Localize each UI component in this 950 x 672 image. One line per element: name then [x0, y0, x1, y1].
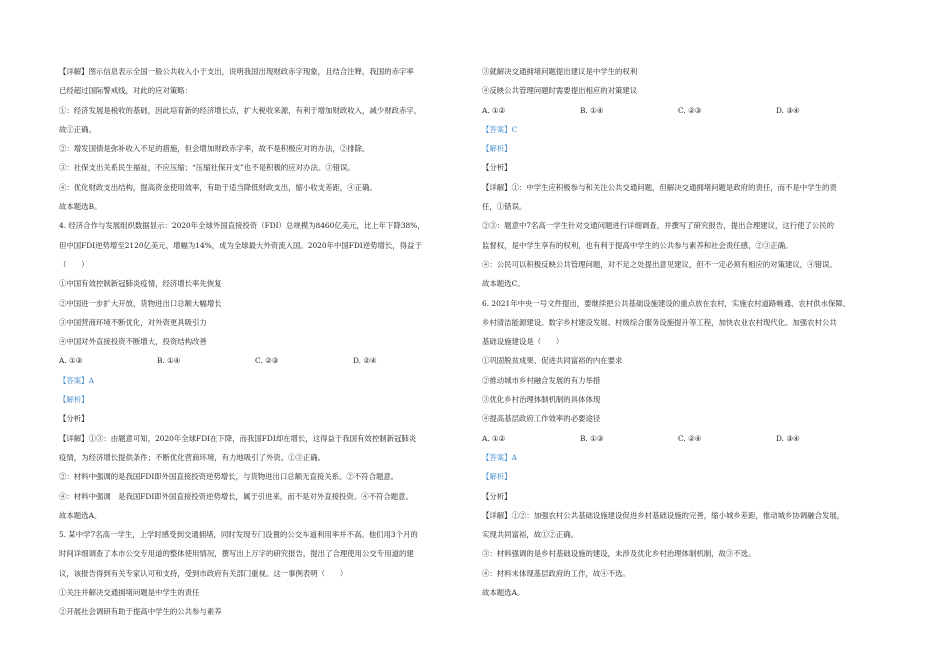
text-line: ④：材料中强调 是我国FDI即外国直接投资逆势增长，属于引进来，而不是对外直接投资。④不符合题意。 — [59, 491, 413, 501]
answer-option: C. ②③ — [678, 105, 702, 115]
text-line: ④提高基层政府工作效率的必要途径 — [482, 414, 601, 424]
answer-option: C. ②④ — [678, 433, 702, 443]
answer-option: B. ①④ — [157, 356, 181, 366]
text-line: 已经超过国际警戒线，对此的应对策略： — [59, 86, 193, 96]
text-line: ④：优化财政支出结构，提高资金使用效率，有助于适当降低财政支出，缩小收支差距，④正确。 — [59, 182, 377, 192]
text-line: 但中国FDI逆势增至2120亿美元，增幅为14%，成为全球最大外资流入国。2020年中国FDI逆势增长，得益于 — [59, 240, 422, 250]
text-line: ②：材料中强调的是我国FDI即外国直接投资逆势增长，与货物进出口总额无直接关系。②不符合题意。 — [59, 472, 399, 482]
text-line: 实现共同富裕，故①②正确。 — [482, 530, 579, 540]
text-line: （ ） — [59, 259, 89, 269]
text-line: ③就解决交通拥堵问题提出建议是中学生的权利 — [482, 67, 638, 76]
text-line: ①：经济发展是税收的基础，因此培育新的经济增长点，扩大税收来源，有利于增加财政收入，减少财政赤字， — [59, 105, 422, 115]
text-line: 故①正确。 — [59, 124, 96, 134]
answer-label: 【解析】 — [482, 144, 512, 154]
text-line: ④：材料未体现基层政府的工作，故④不选。 — [482, 568, 630, 578]
answer-options — [59, 351, 477, 370]
answer-label: 【答案】A — [482, 452, 517, 462]
text-line: 乡村清洁能源建设。数字乡村建设发展、村级综合服务设施提升等工程，加快农业农村现代化。加强农村公共 — [482, 317, 837, 327]
text-line: ③：社保支出关系民生福祉，不应压缩；“压缩社保开支”也不是积极的应对办法。③错误。 — [59, 163, 355, 173]
answer-option: A. ①③ — [59, 356, 83, 366]
text-line: 故本题选C。 — [482, 279, 525, 289]
text-line: ①巩固脱贫成果、促进共同富裕的内在要求 — [482, 356, 623, 366]
text-line: 【分析】 — [482, 163, 512, 173]
text-line: 任，①错误。 — [482, 202, 527, 212]
answer-options — [482, 101, 902, 120]
answer-option: D. ③④ — [776, 105, 800, 115]
text-line: ②中国进一步扩大开放，货物进出口总额大幅增长 — [59, 298, 222, 308]
answer-options — [482, 429, 902, 448]
text-line: ①中国有效控制新冠肺炎疫情，经济增长率先恢复 — [59, 279, 222, 289]
text-line: 基础设施建设是（ ） — [482, 337, 564, 347]
answer-option: B. ①③ — [580, 433, 604, 443]
text-line: ③优化乡村治理体制机制的具体体现 — [482, 395, 601, 405]
answer-option: A. ①② — [482, 105, 506, 115]
text-line: 【详解】①②：加强农村公共基础设施建设促进乡村基础设施的完善，缩小城乡差距，推动城乡协调融合发展， — [482, 510, 845, 520]
answer-label: 【答案】C — [482, 124, 518, 134]
text-line: 故本题选B。 — [59, 202, 102, 212]
text-line: 【详解】①：中学生应积极参与和关注公共交通问题，但解决交通拥堵问题是政府的责任，而不是中学生的责 — [482, 182, 837, 192]
answer-option: C. ②③ — [255, 356, 279, 366]
text-line: 6. 2021年中央一号文件提出，要继续把公共基础设施建设的重点放在农村，实施农村道路畅通、农村供水保障、 — [482, 298, 851, 308]
text-line: 【详解】①③：由题意可知，2020年全球FDI在下降，而我国FDI却在增长，这得益于我国有效控制新冠肺炎 — [59, 433, 417, 443]
text-line: 议，该报告得到有关专家认可和支持，受到市政府有关部门重视。这一事例表明（ ） — [59, 568, 348, 578]
text-line: 时间详细调查了本市公交专用道的整体使用情况，撰写出上万字的研究报告，提出了合理使用公交专用道的建 — [59, 549, 414, 559]
text-line: 5. 某中学7名高一学生，上学时感受到交通拥堵，同时发现专门设置的公交车道利用率并不高。他们用3个月的 — [59, 530, 418, 540]
text-line: 【详解】图示信息表示全国一般公共收入小于支出，说明我国出现财政赤字现象，且结合注释，我国的赤字率 — [59, 67, 414, 76]
text-line: ②开展社会调研有助于提高中学生的公共参与素养 — [59, 607, 222, 617]
text-line: 4. 经济合作与发展组织数据显示：2020年全球外国直接投资（FDI）总规模为8460亿美元，比上年下降38%， — [59, 221, 425, 231]
answer-label: 【解析】 — [59, 395, 89, 405]
text-line: ②③：题意中7名高一学生针对交通问题进行详细调查，并撰写了研究报告，提出合理建议，这行使了公民的 — [482, 221, 835, 231]
text-line: 疫情，为经济增长提供条件；不断优化营商环境，有力地吸引了外资。①③正确。 — [59, 452, 326, 462]
text-line: 【分析】 — [59, 414, 89, 424]
text-line: ③中国营商环境不断优化，对外资更具吸引力 — [59, 317, 207, 327]
text-line: ④中国对外直接投资不断增大，投资结构改善 — [59, 337, 207, 347]
text-line: 故本题选A。 — [59, 510, 102, 520]
answer-label: 【答案】A — [59, 375, 94, 385]
text-line: 故本题选A。 — [482, 588, 525, 598]
answer-option: B. ①④ — [580, 105, 604, 115]
text-line: ②：增发国债是弥补收入不足的措施，但会增加财政赤字率，故不是积极应对的办法，②排除。 — [59, 144, 370, 154]
text-line: 监督权，是中学生享有的权利，也有利于提高中学生的公共参与素养和社会责任感，②③正确。 — [482, 240, 793, 250]
right-column — [482, 62, 902, 602]
text-line: ④：公民可以积极反映公共管理问题，对不足之处提出意见建议，但不一定必须有相应的对策建议，④错误。 — [482, 259, 837, 269]
text-line: ③：材料强调的是乡村基础设施的建设，未涉及优化乡村治理体制机制，故③不选。 — [482, 549, 756, 559]
answer-option: D. ②④ — [353, 356, 377, 366]
answer-option: A. ①② — [482, 433, 506, 443]
answer-option: D. ③④ — [776, 433, 800, 443]
left-column — [59, 62, 477, 622]
text-line: ②推动城市乡村融合发展的有力举措 — [482, 375, 601, 385]
text-line: 【分析】 — [482, 491, 512, 501]
text-line: ①关注并解决交通拥堵问题是中学生的责任 — [59, 588, 200, 598]
text-line: ④反映公共管理问题时需要提出相应的对策建议 — [482, 86, 638, 96]
answer-label: 【解析】 — [482, 472, 512, 482]
